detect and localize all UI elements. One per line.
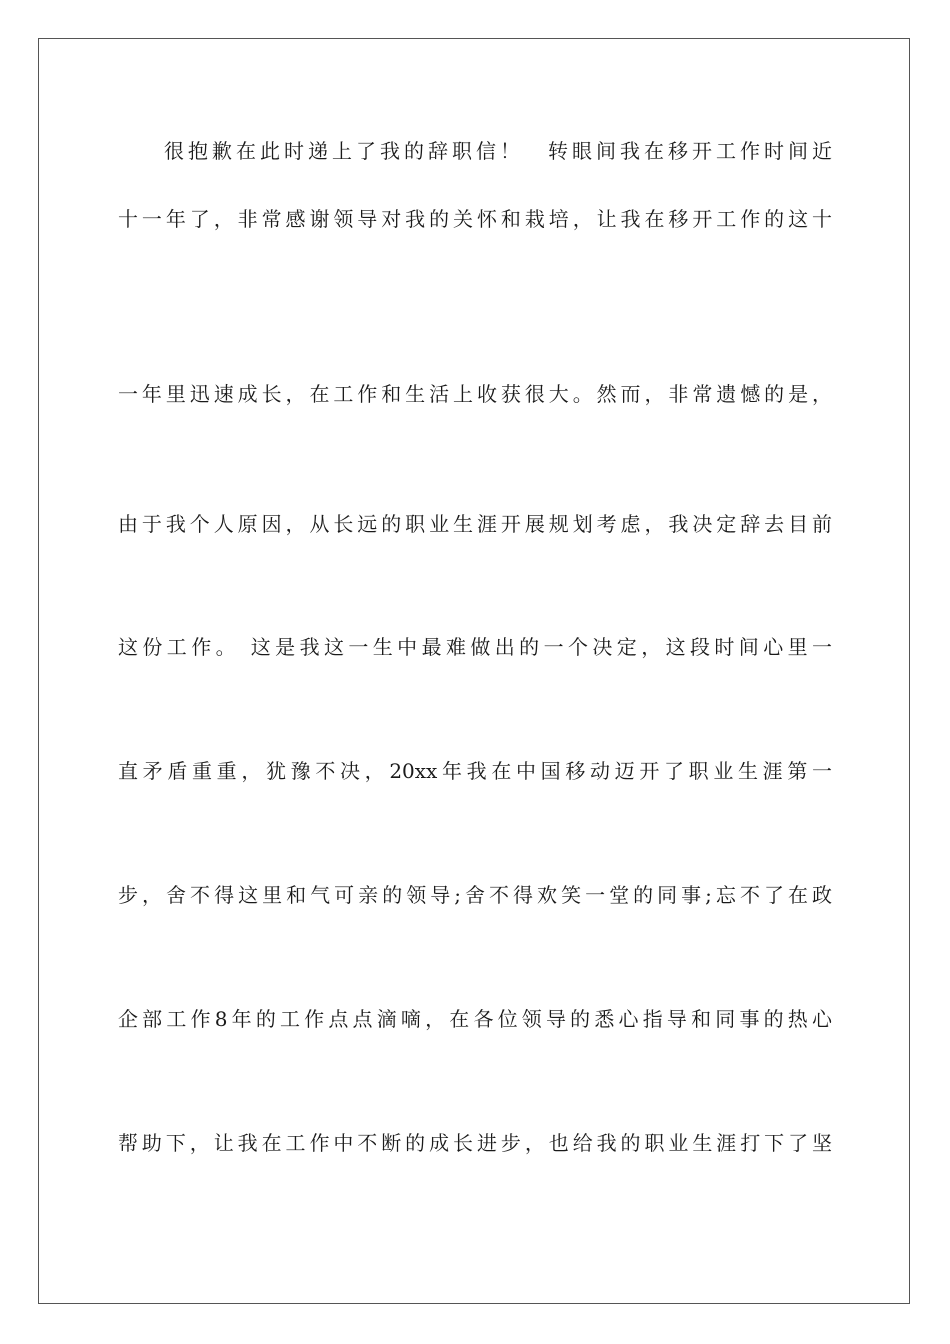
text-line-7: 步，舍不得这里和气可亲的领导;舍不得欢笑一堂的同事;忘不了在政 bbox=[118, 883, 832, 907]
text-line-5: 这份工作。 这是我这一生中最难做出的一个决定，这段时间心里一 bbox=[118, 635, 832, 659]
text-line-3: 一年里迅速成长，在工作和生活上收获很大。然而，非常遗憾的是， bbox=[118, 382, 832, 406]
text-line-8: 企部工作8年的工作点点滴嘀，在各位领导的悉心指导和同事的热心 bbox=[118, 1007, 832, 1031]
text-line-1: 很抱歉在此时递上了我的辞职信！ 转眼间我在移开工作时间近 bbox=[164, 139, 832, 163]
text-line-4: 由于我个人原因，从长远的职业生涯开展规划考虑，我决定辞去目前 bbox=[118, 512, 832, 536]
text-line-6: 直矛盾重重，犹豫不决，20xx年我在中国移动迈开了职业生涯第一 bbox=[118, 759, 832, 783]
text-line-2: 十一年了，非常感谢领导对我的关怀和栽培，让我在移开工作的这十 bbox=[118, 207, 832, 231]
text-line-9: 帮助下，让我在工作中不断的成长进步，也给我的职业生涯打下了坚 bbox=[118, 1131, 832, 1155]
